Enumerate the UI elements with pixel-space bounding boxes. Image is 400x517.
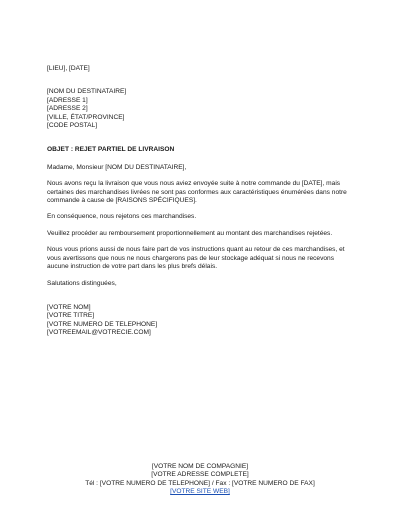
salutation [47,164,367,172]
sender-name: [VOTRE NOM] [47,303,91,311]
letter-footer [0,463,400,496]
paragraph-line: Nous vous prions aussi de nous faire part de vos instructions quant au retour de ces marchandises, et [47,246,345,254]
paragraph-line: Nous avons reçu la livraison que vous nous aviez envoyée suite à notre commande du [DATE], mais [47,180,341,188]
paragraph-line: vous avertissons que nous ne nous chargerons pas de leur stockage adéquat si nous ne recevons [47,254,335,262]
sender-title: [VOTRE TITRE] [47,312,95,320]
sender-signature [47,304,367,338]
paragraph-instructions [47,246,367,271]
footer-company: [VOTRE NOM DE COMPAGNIE] [151,463,249,470]
paragraph-delivery [47,180,367,205]
recipient-address-2: [ADRESSE 2] [47,105,88,113]
sender-phone: [VOTRE NUMERO DE TELEPHONE] [47,320,158,328]
recipient-address-1: [ADRESSE 1] [47,96,88,104]
closing [47,280,367,288]
recipient-address [47,88,367,130]
paragraph-line: certaines des marchandises livrées ne sont pas conformes aux caractéristiques énumérées dans notre [47,188,347,196]
place-date-text: [LIEU], [DATE] [47,65,90,72]
closing-text: Salutations distinguées, [47,279,117,287]
paragraph-line: aucune instruction de votre part dans les plus brefs délais. [47,263,218,271]
footer-website-link[interactable]: [VOTRE SITE WEB] [170,487,230,495]
recipient-city-state: [VILLE, ÉTAT/PROVINCE] [47,113,125,121]
paragraph-line: commande à cause de [RAISONS SPÉCIFIQUES]. [47,197,197,205]
footer-address: [VOTRE ADRESSE COMPLETE] [151,471,249,479]
paragraph-line: Veuillez procéder au remboursement proportionnellement au montant des marchandises rejetées. [47,229,333,237]
place-date [47,65,367,73]
footer-phone-fax: Tél : [VOTRE NUMERO DE TELEPHONE] / Fax : [VOTRE NUMERO DE FAX] [85,479,315,487]
salutation-text: Madame, Monsieur [NOM DU DESTINATAIRE], [47,163,187,171]
recipient-postal-code: [CODE POSTAL] [47,122,98,130]
recipient-name: [NOM DU DESTINATAIRE] [47,88,127,96]
paragraph-line: En conséquence, nous rejetons ces marchandises. [47,213,197,221]
paragraph-rejection [47,213,367,221]
letter-subject [47,146,367,154]
subject-text: OBJET : REJET PARTIEL DE LIVRAISON [47,146,175,154]
letter-body [47,65,367,338]
sender-email: [VOTREEMAIL@VOTRECIE.COM] [47,329,151,337]
paragraph-refund [47,230,367,238]
